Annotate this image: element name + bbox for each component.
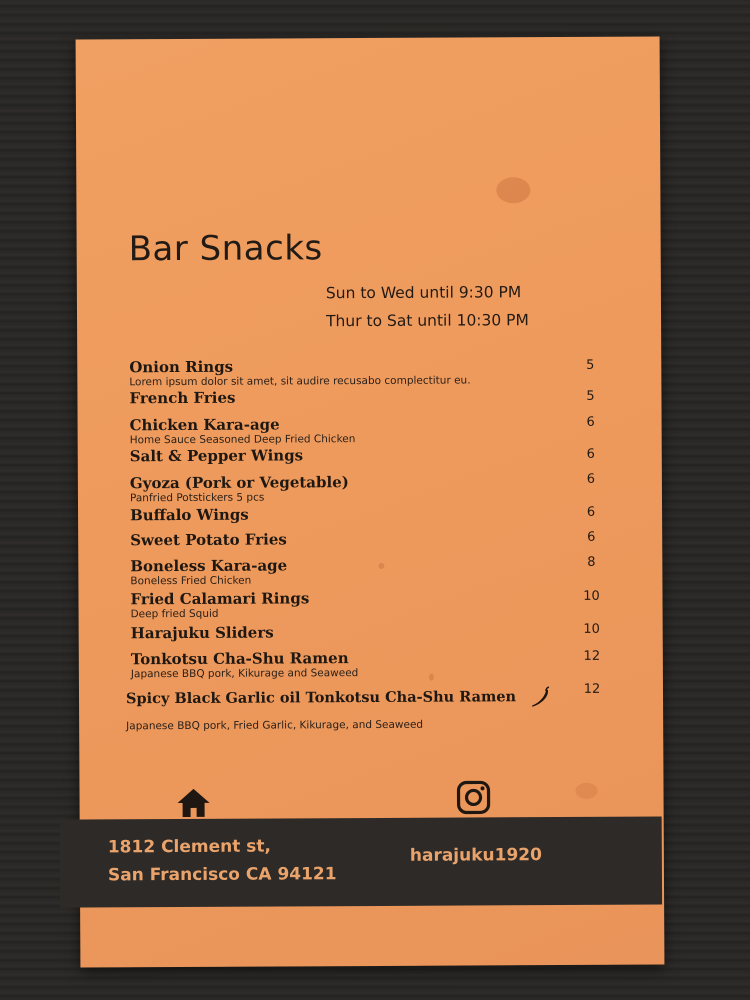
menu-item-harajuku-sliders [131,623,601,642]
menu-item-chicken-kara-age [130,415,600,447]
item-price: 5 [586,388,595,404]
instagram-icon [455,779,491,815]
item-price: 12 [583,648,601,664]
paper-stain [496,177,530,203]
item-name [126,686,596,710]
item-name: Buffalo Wings [130,505,249,525]
item-name: Salt & Pepper Wings [129,446,304,466]
menu-item-boneless-kara-age [130,556,600,588]
hours-weekend: Thur to Sat until 10:30 PM [326,311,529,331]
paper-stain [575,783,597,799]
item-description: Panfried Potstickers 5 pcs [129,491,265,505]
item-price: 6 [586,504,596,520]
item-price: 12 [583,681,601,697]
menu-item-french-fries [129,388,599,407]
item-description: Japanese BBQ pork, Kikurage and Seaweed [130,667,359,681]
item-name: Boneless Kara-age [130,556,288,576]
item-name: French Fries [129,388,236,408]
item-name: Tonkotsu Cha-Shu Ramen [130,649,349,669]
item-name: Gyoza (Pork or Vegetable) [129,473,349,493]
item-price: 8 [587,554,596,570]
home-icon [175,787,211,819]
menu-item-gyoza [130,473,600,505]
address-line-1: 1812 Clement st, [107,836,272,858]
menu-item-onion-rings [129,357,599,389]
item-price: 6 [586,414,595,430]
item-price: 5 [586,357,595,373]
item-description: Lorem ipsum dolor sit amet, sit audire recusabo complectitur eu. [129,374,471,389]
item-price: 6 [586,471,596,487]
menu-item-tonkotsu-cha-shu-ramen [131,649,601,681]
menu-item-fried-calamari-rings [130,589,600,621]
item-description: Home Sauce Seasoned Deep Fried Chicken [129,433,356,447]
menu-item-spicy-black-garlic-ramen [126,686,596,733]
item-name-text: Spicy Black Garlic oil Tonkotsu Cha-Shu Ramen [125,688,517,708]
item-price: 6 [587,529,596,545]
menu-title: Bar Snacks [128,228,323,270]
item-description: Deep fried Squid [130,607,219,621]
instagram-handle: harajuku1920 [409,845,542,866]
item-name: Fried Calamari Rings [130,589,310,609]
item-description: Boneless Fried Chicken [130,574,252,588]
address-line-2: San Francisco CA 94121 [107,864,337,886]
menu-item-buffalo-wings [130,505,600,524]
menu-item-salt-pepper-wings [130,446,600,465]
footer-band [60,816,662,907]
item-price: 10 [583,621,600,637]
item-name: Onion Rings [129,357,234,377]
item-name: Chicken Kara-age [129,415,280,435]
item-name: Sweet Potato Fries [130,530,287,550]
menu-item-sweet-potato-fries [130,530,600,549]
item-description: Japanese BBQ pork, Fried Garlic, Kikurage, and Seaweed [126,718,424,733]
chili-pepper-icon [529,686,551,708]
item-price: 6 [586,446,595,462]
item-price: 10 [583,588,600,604]
hours-weekday: Sun to Wed until 9:30 PM [325,283,522,303]
item-name: Harajuku Sliders [130,623,274,643]
menu-sheet [76,36,665,967]
